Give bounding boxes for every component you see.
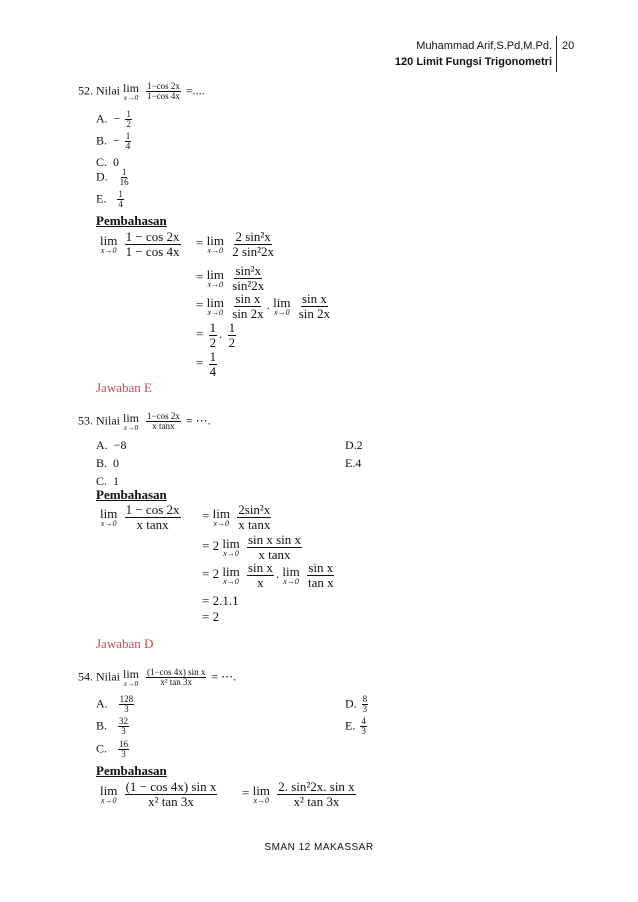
option-e: E. $\frac{4}{3}$ (345, 716, 366, 737)
question-fraction: $\frac{1-\cos 2x}{1-\cos 4x}$ (147, 81, 180, 102)
question-54 (78, 668, 236, 688)
solution-lhs: lim x→0 $\frac{\text{(1 − cos 4x) sin x}}{\text{x² tan 3x}}$ (100, 779, 217, 809)
solution-step: = 2 lim x→0 $\frac{\text{sin x sin x}}{\text{x tanx}}$ (202, 532, 302, 562)
page-number: 20 (562, 40, 575, 52)
option-c: C. $\frac{16}{3}$ (96, 739, 129, 760)
option-e: E. $\frac{1}{4}$ (96, 189, 123, 210)
solution-lhs: lim x→0 $\frac{1 - \cos 2x}{1 - \cos 4x}$ (100, 229, 180, 259)
solution-step: = lim x→0 $\frac{\text{sin²x}}{\text{sin²2x}}$ (196, 263, 265, 293)
answer-label: Jawaban E (96, 380, 152, 395)
option-a: A. $\frac{128}{3}$ (96, 694, 134, 715)
option-b: B. − $\frac{1}{4}$ (96, 131, 131, 152)
question-tail: = ⋯. (185, 413, 211, 428)
footer-school: SMAN 12 MAKASSAR (264, 842, 374, 853)
solution-step: = 2 lim x→0 $\frac{\text{sin x}}{x}$ . lim x→0 $\frac{\text{sin x}}{\text{tan x}}$ (202, 560, 334, 590)
header-title: 120 Limit Fungsi Trigonometri (394, 56, 552, 68)
limit-symbol: lim x→0 (123, 411, 140, 433)
question-number: 53. (78, 413, 93, 428)
question-nilai: Nilai (96, 83, 120, 98)
question-fraction: $\frac{\text{(1−cos 4x) sin x}}{\text{x² tan 3x}}$ (147, 667, 206, 688)
option-d: D.2 (345, 438, 363, 452)
solution-step: = $\frac{1}{2}$ . $\frac{1}{2}$ (196, 320, 236, 350)
pembahasan-heading: Pembahasan (96, 213, 167, 228)
option-c: C. 0 (96, 155, 120, 169)
answer-label: Jawaban D (96, 636, 154, 651)
solution-step: = lim x→0 $\frac{\text{2sin²x}}{\text{x tanx}}$ (202, 502, 271, 532)
question-52 (78, 82, 205, 102)
pembahasan-heading: Pembahasan (96, 763, 167, 778)
solution-step: = 2 (202, 609, 220, 624)
option-b: B. 0 (96, 456, 120, 470)
header-divider (556, 36, 557, 72)
solution-step: = lim x→0 $\frac{\text{sin x}}{\sin 2x}$ . lim x→0 $\frac{\text{sin x}}{\sin 2x}$ (196, 291, 331, 321)
option-d: D. $\frac{8}{3}$ (345, 694, 368, 715)
solution-step: = 2.1.1 (202, 593, 239, 608)
question-tail: = ⋯. (211, 669, 237, 684)
option-e: E.4 (345, 456, 362, 470)
question-nilai: Nilai (96, 669, 120, 684)
question-53 (78, 412, 211, 432)
option-c: C. 1 (96, 474, 120, 488)
limit-symbol: lim x→0 (123, 81, 140, 103)
solution-step: = $\frac{1}{4}$ (196, 349, 217, 379)
option-b: B. $\frac{32}{3}$ (96, 716, 129, 737)
limit-symbol: lim x→0 (123, 667, 140, 689)
solution-step: = lim x→0 $\frac{\text{2 sin²x}}{\text{2 sin²2x}}$ (196, 229, 275, 259)
question-tail: =.... (185, 83, 205, 98)
header-author: Muhammad Arif,S.Pd,M.Pd. (416, 40, 552, 52)
question-fraction: $\frac{1-\cos 2x}{\text{x tanx}}$ (147, 411, 180, 432)
solution-lhs: lim x→0 $\frac{1 - \cos 2x}{\text{x tanx}}$ (100, 502, 180, 532)
question-number: 52. (78, 83, 93, 98)
option-d: D. $\frac{1}{16}$ (96, 167, 129, 188)
pembahasan-heading: Pembahasan (96, 487, 167, 502)
question-nilai: Nilai (96, 413, 120, 428)
question-number: 54. (78, 669, 93, 684)
option-a: A. −8 (96, 438, 127, 452)
option-a: A. − $\frac{1}{2}$ (96, 109, 131, 130)
solution-step: = lim x→0 $\frac{\text{2. sin²2x. sin x}}{\text{x² tan 3x}}$ (242, 779, 355, 809)
